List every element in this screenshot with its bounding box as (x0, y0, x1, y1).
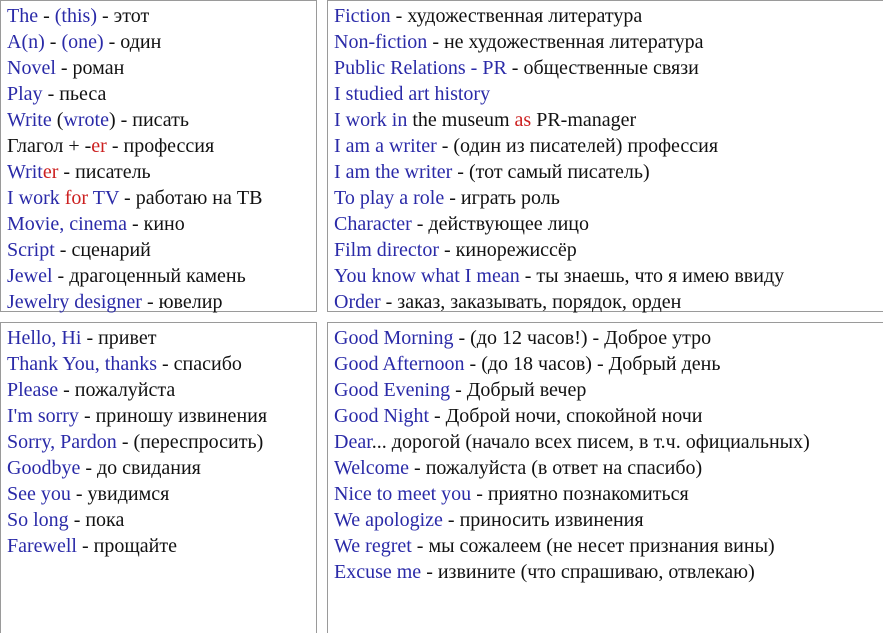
english-term: Script (7, 239, 55, 261)
english-term: The (7, 5, 39, 27)
translation-text: - ювелир (141, 291, 223, 313)
translation-text: - извините (что спрашиваю, отвлекаю) (421, 561, 755, 583)
english-term: Jewelry designer (7, 291, 142, 313)
english-term: Novel (7, 57, 56, 79)
translation-text: - кинорежиссёр (438, 239, 577, 261)
vocabulary-entry (334, 455, 810, 481)
english-term: We apologize (334, 509, 443, 531)
highlighted-fragment: as (514, 109, 532, 131)
vocabulary-list (334, 3, 784, 315)
english-term: wrote (63, 109, 109, 131)
vocabulary-entry (7, 429, 267, 455)
translation-text: - (до 12 часов!) - Доброе утро (453, 327, 712, 349)
english-term: I work in (334, 109, 408, 131)
vocabulary-entry (334, 507, 810, 533)
vocabulary-entry (7, 351, 267, 377)
vocabulary-entry (334, 533, 810, 559)
translation-text: - Доброй ночи, спокойной ночи (429, 405, 703, 427)
translation-text: - ты знаешь, что я имею ввиду (519, 265, 785, 287)
vocabulary-box-professions (0, 0, 317, 312)
vocabulary-list (7, 3, 262, 315)
english-term: I work (7, 187, 65, 209)
translation-text: Глагол + - (7, 135, 92, 157)
translation-text: - этот (96, 5, 150, 27)
translation-text: - до свидания (80, 457, 201, 479)
translation-text: - увидимся (70, 483, 170, 505)
english-term: You know what I mean (334, 265, 520, 287)
english-term: Good Evening (334, 379, 451, 401)
translation-text: - пока (68, 509, 125, 531)
translation-text: - художественная литература (390, 5, 643, 27)
vocabulary-entry (7, 211, 262, 237)
english-term: Public Relations - PR (334, 57, 507, 79)
english-term: So long (7, 509, 69, 531)
vocabulary-entry (7, 325, 267, 351)
translation-text: - (один из писателей) профессия (436, 135, 719, 157)
translation-text: - не художественная литература (427, 31, 704, 53)
vocabulary-entry (334, 403, 810, 429)
translation-text: - (тот самый писатель) (452, 161, 650, 183)
translation-text: the museum (407, 109, 515, 131)
english-term: Film director (334, 239, 439, 261)
translation-text: - пьеса (42, 83, 107, 105)
vocabulary-entry (334, 377, 810, 403)
english-term: Good Night (334, 405, 429, 427)
english-term: (this) (54, 5, 97, 27)
translation-text: - приносить извинения (442, 509, 644, 531)
translation-text: - роман (55, 57, 125, 79)
vocabulary-entry (7, 289, 262, 315)
english-term: To play a role (334, 187, 445, 209)
vocabulary-entry (334, 159, 784, 185)
vocabulary-entry (7, 455, 267, 481)
vocabulary-entry (7, 107, 262, 133)
english-term: Welcome (334, 457, 410, 479)
vocabulary-entry (334, 559, 810, 585)
translation-text: - сценарий (54, 239, 151, 261)
translation-text: - заказ, заказывать, порядок, орден (380, 291, 682, 313)
vocabulary-entry (334, 29, 784, 55)
english-term: Please (7, 379, 59, 401)
english-term: Order (334, 291, 381, 313)
vocabulary-entry (7, 263, 262, 289)
vocabulary-entry (7, 159, 262, 185)
english-term: I am the writer (334, 161, 453, 183)
highlighted-fragment: er (42, 161, 59, 183)
english-term: Writ (7, 161, 43, 183)
english-term: Thank You, thanks (7, 353, 158, 375)
vocabulary-entry (7, 133, 262, 159)
vocabulary-entry (334, 429, 810, 455)
highlighted-fragment: for (64, 187, 89, 209)
vocabulary-entry (334, 55, 784, 81)
translation-text: ) - писать (108, 109, 190, 131)
translation-text: - приятно познакомиться (471, 483, 689, 505)
translation-text: - действующее лицо (411, 213, 590, 235)
english-term: We regret (334, 535, 412, 557)
vocabulary-entry (334, 289, 784, 315)
english-term: Write (7, 109, 57, 131)
translation-text: - прощайте (76, 535, 177, 557)
highlighted-fragment: er (91, 135, 107, 157)
vocabulary-list (334, 325, 810, 585)
vocabulary-entry (334, 325, 810, 351)
translation-text: - играть роль (444, 187, 560, 209)
vocabulary-entry (334, 211, 784, 237)
vocabulary-entry (334, 3, 784, 29)
translation-text: - пожалуйста (58, 379, 176, 401)
english-term: Play (7, 83, 43, 105)
translation-text: - писатель (58, 161, 151, 183)
vocabulary-entry (334, 81, 784, 107)
english-term: (one) (61, 31, 104, 53)
translation-text: - драгоценный камень (52, 265, 246, 287)
english-term: Movie, cinema (7, 213, 127, 235)
vocabulary-entry (334, 263, 784, 289)
translation-text: ... дорогой (начало всех писем, в т.ч. официальных) (371, 431, 810, 453)
translation-text: - пожалуйста (в ответ на спасибо) (409, 457, 703, 479)
translation-text: - спасибо (157, 353, 242, 375)
vocabulary-entry (7, 185, 262, 211)
translation-text: - (44, 31, 62, 53)
english-term: I am a writer (334, 135, 437, 157)
english-term: See you (7, 483, 71, 505)
vocabulary-entry (7, 3, 262, 29)
english-term: Good Morning (334, 327, 454, 349)
vocabulary-entry (7, 533, 267, 559)
english-term: Jewel (7, 265, 53, 287)
vocabulary-list (7, 325, 267, 559)
translation-text: - (переспросить) (116, 431, 264, 453)
english-term: Hello, Hi (7, 327, 82, 349)
english-term: Dear (334, 431, 372, 453)
translation-text: ( (56, 109, 64, 131)
english-term: Non-fiction (334, 31, 428, 53)
vocabulary-entry (334, 481, 810, 507)
translation-text: - кино (126, 213, 185, 235)
vocabulary-box-greetings (0, 322, 317, 633)
translation-text: - работаю на ТВ (119, 187, 263, 209)
english-term: Nice to meet you (334, 483, 472, 505)
vocabulary-entry (7, 403, 267, 429)
vocabulary-box-polite-phrases (327, 322, 883, 633)
translation-text: - привет (81, 327, 157, 349)
vocabulary-entry (334, 185, 784, 211)
vocabulary-entry (334, 133, 784, 159)
vocabulary-entry (7, 507, 267, 533)
english-term: Character (334, 213, 412, 235)
vocabulary-entry (7, 81, 262, 107)
translation-text: - общественные связи (506, 57, 699, 79)
english-term: Good Afternoon (334, 353, 465, 375)
vocabulary-entry (7, 377, 267, 403)
vocabulary-entry (7, 237, 262, 263)
vocabulary-entry (7, 29, 262, 55)
translation-text: - профессия (106, 135, 215, 157)
english-term: I'm sorry (7, 405, 79, 427)
translation-text: - (38, 5, 55, 27)
english-term: A(n) (7, 31, 45, 53)
translation-text: PR-manager (531, 109, 637, 131)
english-term: Farewell (7, 535, 77, 557)
vocabulary-entry (334, 237, 784, 263)
vocabulary-entry (334, 107, 784, 133)
english-term: Excuse me (334, 561, 422, 583)
vocabulary-entry (7, 481, 267, 507)
english-term: TV (88, 187, 120, 209)
translation-text: - приношу извинения (78, 405, 268, 427)
vocabulary-entry (334, 351, 810, 377)
translation-text: - мы сожалеем (не несет признания вины) (411, 535, 775, 557)
english-term: I studied art history (334, 83, 491, 105)
english-term: Fiction (334, 5, 391, 27)
translation-text: - Добрый вечер (450, 379, 587, 401)
english-term: Sorry, Pardon (7, 431, 117, 453)
vocabulary-entry (7, 55, 262, 81)
english-term: Goodbye (7, 457, 81, 479)
translation-text: - (до 18 часов) - Добрый день (464, 353, 721, 375)
vocabulary-box-literature-work (327, 0, 883, 312)
translation-text: - один (103, 31, 162, 53)
